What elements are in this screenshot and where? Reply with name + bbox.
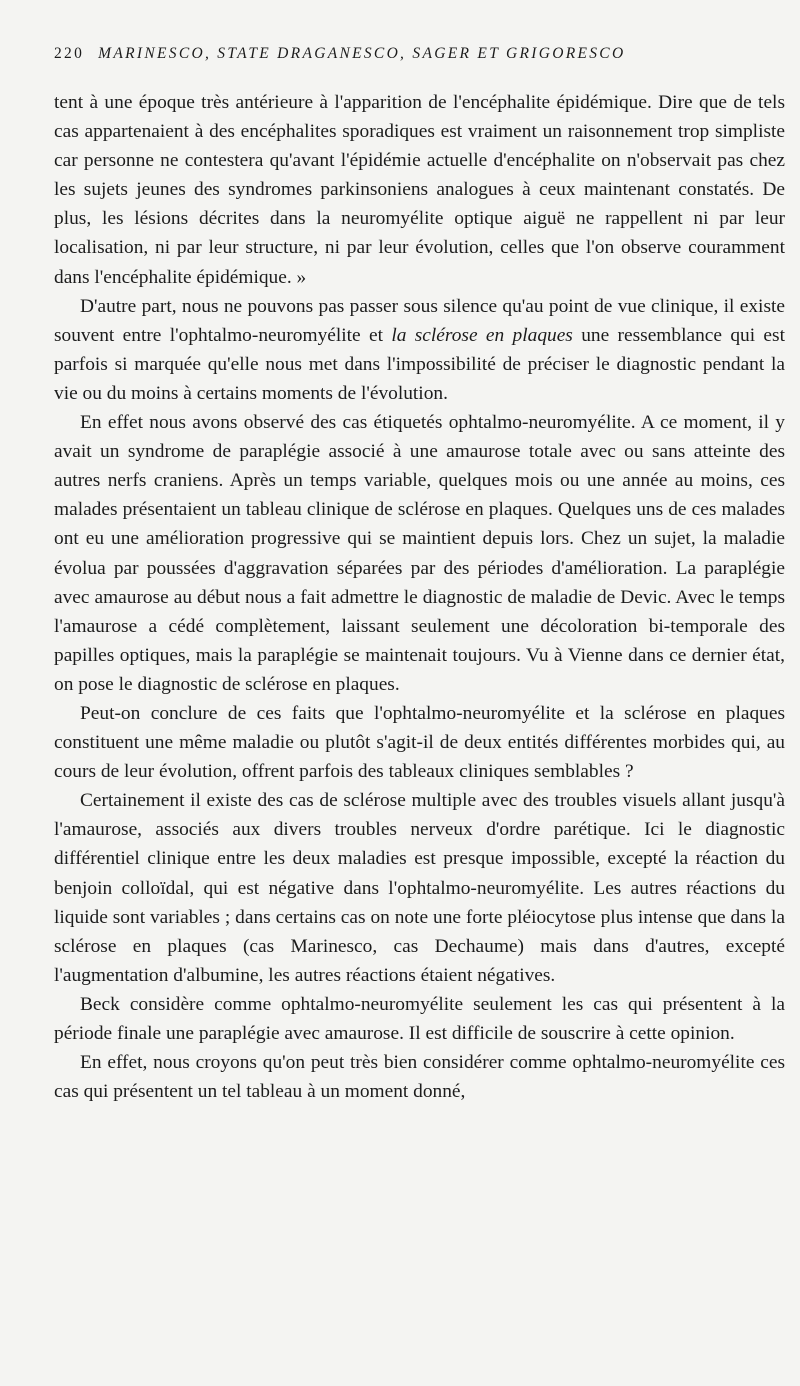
page-number: 220 — [54, 45, 85, 62]
running-title: MARINESCO, STATE DRAGANESCO, SAGER ET GRIGORESCO — [98, 45, 626, 62]
body-text — [54, 88, 785, 1106]
text-segment: Peut-on conclure de ces faits que l'ophtalmo-neuromyélite et la sclérose en plaques constituent une même maladie ou plutôt s'agit-il de deux entités différentes morbides qui, au cours de leur évolution, offrent parfois des tableaux cliniques semblables ? — [54, 702, 785, 783]
running-head — [54, 44, 790, 64]
text-segment: tent à une époque très antérieure à l'apparition de l'encéphalite épidémique. Dire que de tels cas appartenaient à des encéphalites sporadiques est vraiment un raisonnement trop simpliste car personne ne contestera qu'avant l'épidémie actuelle d'encéphalite on n'observait pas chez les sujets jeunes des syndromes parkinsoniens analogues à ceux maintenant constatés. De plus, les lésions décrites dans la neuromyélite optique aiguë ne rappellent ni par leur localisation, ni par leur structure, ni par leur évolution, celles que l'on observe couramment dans l'encéphalite épidémique. » — [54, 92, 785, 288]
text-segment: Beck considère comme ophtalmo-neuromyélite seulement les cas qui présentent à la période finale une paraplégie avec amaurose. Il est difficile de souscrire à cette opinion. — [54, 993, 785, 1044]
text-segment: En effet, nous croyons qu'on peut très bien considérer comme ophtalmo-neuromyélite ces cas qui présentent un tel tableau à un moment donné, — [54, 1052, 785, 1103]
paragraph — [54, 990, 785, 1048]
text-segment: une ressemblance qui est parfois si marquée qu'elle nous met dans l'impossibilité de préciser le diagnostic pendant la vie ou du moins à certains moments de l'évolution. — [54, 324, 785, 404]
text-segment: En effet nous avons observé des cas étiquetés ophtalmo-neuromyélite. A ce moment, il y avait un syndrome de paraplégie associé à une amaurose totale avec ou sans atteinte des autres nerfs craniens. Après un temps variable, quelques mois ou une année au moins, ces malades présentaient un tableau clinique de sclérose en plaques. Quelques uns de ces malades ont eu une amélioration progressive qui se maintient depuis lors. Chez un sujet, la maladie évolua par poussées d'aggravation séparées par des périodes d'amélioration. La paraplégie avec amaurose au début nous a fait admettre le diagnostic de maladie de Devic. Avec le temps l'amaurose a cédé complètement, laissant seulement une décoloration bi-temporale des papilles optiques, mais la paraplégie se maintenait toujours. Vu à Vienne dans ce dernier état, on pose le diagnostic de sclérose en plaques. — [54, 412, 785, 695]
paragraph — [54, 786, 785, 990]
paragraph — [54, 408, 785, 699]
paragraph — [54, 88, 785, 292]
text-segment: Certainement il existe des cas de sclérose multiple avec des troubles visuels allant jusqu'à l'amaurose, associés aux divers troubles nerveux d'ordre parétique. Ici le diagnostic différentiel clinique entre les deux maladies est presque impossible, excepté la réaction du benjoin colloïdal, qui est négative dans l'ophtalmo-neuromyélite. Les autres réactions du liquide sont variables ; dans certains cas on note une forte pléiocytose plus intense que dans la sclérose en plaques (cas Marinesco, cas Dechaume) mais dans d'autres, excepté l'augmentation d'albumine, les autres réactions étaient négatives. — [54, 790, 785, 986]
text-segment: D'autre part, nous ne pouvons pas passer sous silence qu'au point de vue clinique, il existe souvent entre l'ophtalmo-neuromyélite et — [54, 295, 785, 346]
paragraph — [54, 699, 785, 786]
paragraph — [54, 292, 785, 408]
italic-text-segment: la sclérose en plaques — [391, 324, 573, 346]
paragraph — [54, 1048, 785, 1106]
